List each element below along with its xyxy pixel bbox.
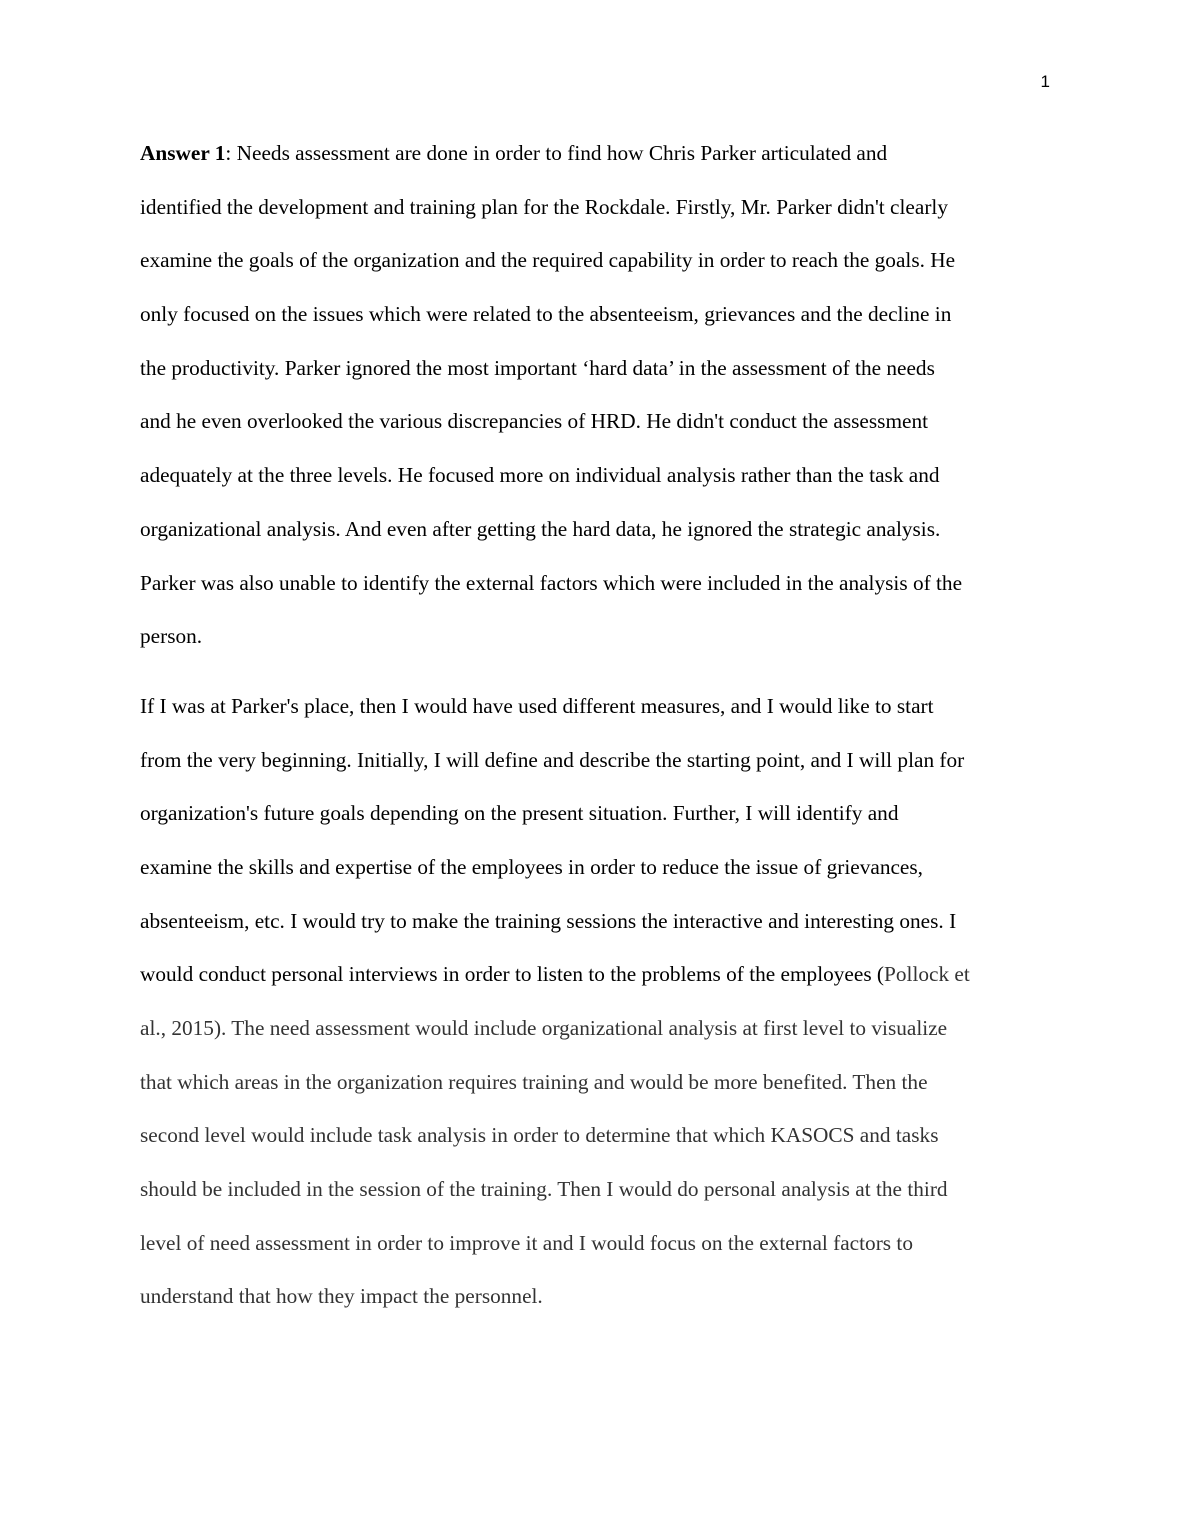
page-number: 1 (1040, 72, 1050, 91)
document-body (140, 127, 1052, 1324)
text-span: ). The need assessment would include organizational analysis at first level to visualize (213, 1016, 948, 1040)
text-line: examine the goals of the organization and the required capability in order to reach the goals. He (140, 248, 956, 273)
text-line: from the very beginning. Initially, I will define and describe the starting point, and I will plan for (140, 747, 965, 772)
text-line: the productivity. Parker ignored the most important ‘hard data’ in the assessment of the needs (140, 355, 935, 380)
text-span: : Needs assessment are done in order to find how Chris Parker articulated and (225, 141, 888, 165)
text-line: and he even overlooked the various discrepancies of HRD. He didn't conduct the assessment (140, 409, 929, 434)
text-line: should be included in the session of the training. Then I would do personal analysis at the third (140, 1177, 948, 1202)
text-line (140, 127, 1052, 181)
text-line: Parker was also unable to identify the external factors which were included in the analysis of the (140, 570, 963, 595)
text-line (140, 948, 1052, 1002)
text-line: absenteeism, etc. I would try to make the training sessions the interactive and interesting ones. I (140, 908, 957, 933)
text-line: organizational analysis. And even after getting the hard data, he ignored the strategic analysis. (140, 516, 941, 541)
answer-label: Answer 1 (140, 141, 226, 165)
text-line: only focused on the issues which were related to the absenteeism, grievances and the decline in (140, 302, 952, 327)
citation-text: al., 2015 (140, 1016, 214, 1040)
text-line: that which areas in the organization requires training and would be more benefited. Then the (140, 1069, 928, 1094)
text-line: person. (140, 624, 203, 649)
paragraph-answer-1 (140, 127, 1052, 664)
text-line: second level would include task analysis in order to determine that which KASOCS and tasks (140, 1123, 939, 1148)
text-line: examine the skills and expertise of the employees in order to reduce the issue of grievances, (140, 854, 923, 879)
text-line: level of need assessment in order to improve it and I would focus on the external factors to (140, 1230, 913, 1255)
text-line (140, 1002, 1052, 1056)
paragraph-parkers-place (140, 680, 1052, 1324)
text-line: If I was at Parker's place, then I would have used different measures, and I would like to start (140, 693, 934, 718)
text-span: would conduct personal interviews in order to listen to the problems of the employees ( (140, 962, 885, 987)
text-line: understand that how they impact the personnel. (140, 1284, 543, 1309)
text-line: organization's future goals depending on the present situation. Further, I will identify and (140, 801, 899, 826)
citation-text: Pollock et (884, 962, 970, 987)
text-line: adequately at the three levels. He focused more on individual analysis rather than the task and (140, 463, 940, 488)
text-line: identified the development and training plan for the Rockdale. Firstly, Mr. Parker didn't clearly (140, 194, 948, 219)
